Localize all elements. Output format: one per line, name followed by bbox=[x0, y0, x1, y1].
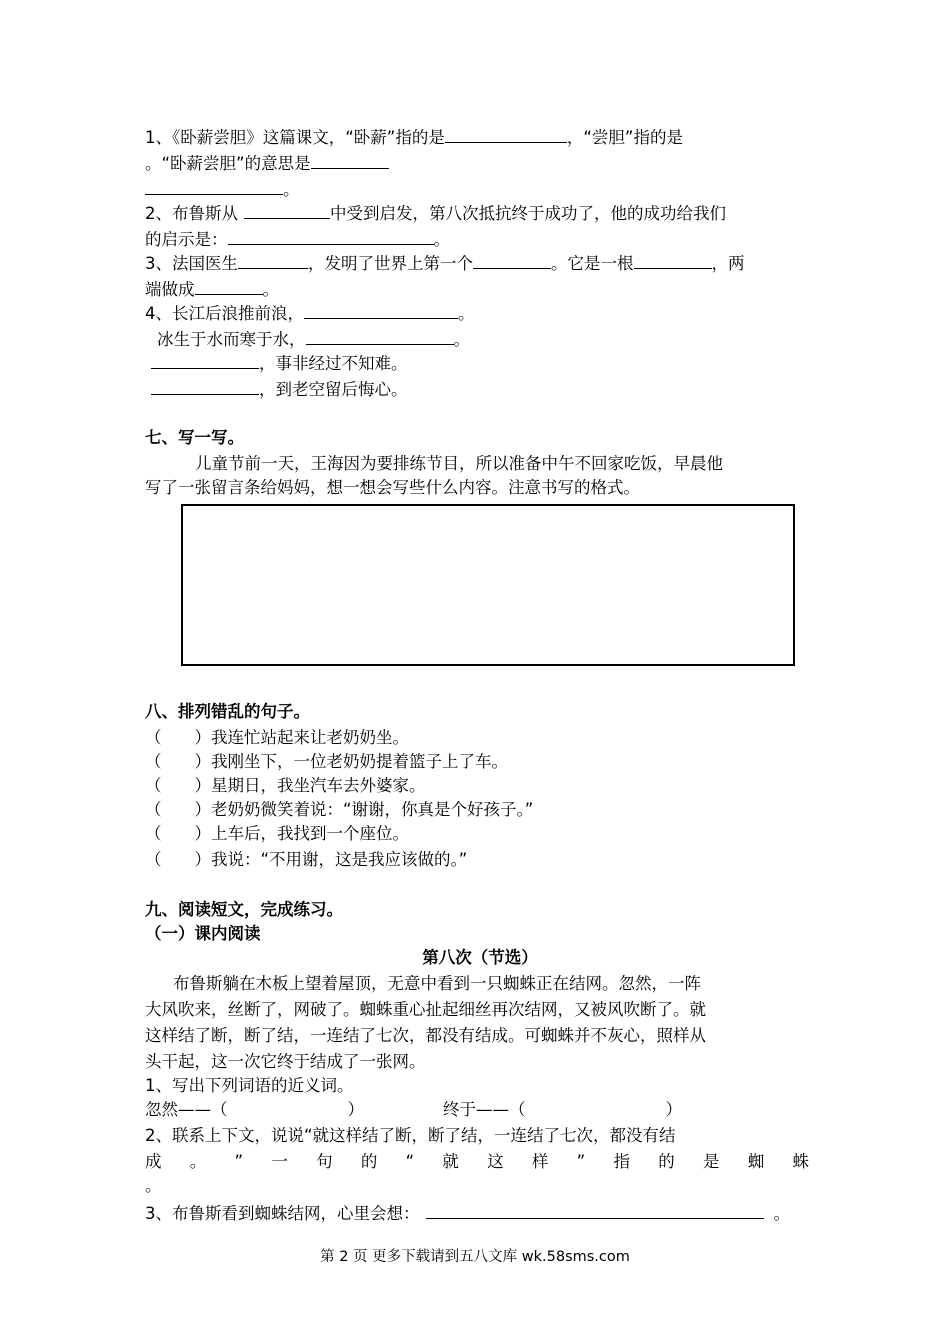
question-4-line-4 bbox=[151, 376, 408, 400]
char: 一 bbox=[271, 1152, 288, 1171]
char: 蜘 bbox=[747, 1152, 765, 1171]
question-4-line-3 bbox=[151, 350, 408, 374]
answer-blank[interactable] bbox=[151, 376, 259, 395]
reading-question-1: 1、写出下列词语的近义词。 bbox=[145, 1076, 354, 1095]
reading-question-2-line-3: 。 bbox=[145, 1176, 162, 1195]
answer-blank[interactable] bbox=[473, 250, 551, 269]
question-3-text: 3、法国医生 bbox=[145, 254, 238, 273]
section-7-paragraph-line-1: 儿童节前一天，王海因为要排练节目，所以准备中午不回家吃饭，早晨他 bbox=[195, 454, 723, 473]
ordering-item bbox=[145, 774, 426, 798]
synonym-word-2: 终于——（ bbox=[443, 1100, 526, 1119]
paren-close: ） bbox=[347, 1100, 364, 1119]
ordering-sentence: 老奶奶微笑着说：“谢谢，你真是个好孩子。” bbox=[211, 800, 534, 819]
answer-blank[interactable] bbox=[306, 326, 454, 345]
ordering-item bbox=[145, 848, 467, 872]
question-3-line-1 bbox=[145, 250, 745, 274]
char: 是 bbox=[702, 1152, 720, 1171]
ordering-sentence: 我连忙站起来让老奶奶坐。 bbox=[211, 728, 409, 747]
char: 的 bbox=[360, 1152, 378, 1171]
question-4-line-2 bbox=[157, 326, 470, 350]
question-2-text-c: 的启示是： bbox=[145, 230, 228, 249]
answer-blank[interactable] bbox=[426, 1200, 764, 1219]
question-3-line-2 bbox=[145, 276, 279, 300]
punctuation: 。 bbox=[283, 180, 300, 199]
synonym-line-2 bbox=[443, 1098, 682, 1122]
answer-blank[interactable] bbox=[304, 300, 458, 319]
order-number-blank[interactable]: （ ） bbox=[145, 824, 211, 843]
order-number-blank[interactable]: （ ） bbox=[145, 728, 211, 747]
answer-blank[interactable] bbox=[445, 124, 567, 143]
ordering-sentence: 上车后，我找到一个座位。 bbox=[211, 824, 409, 843]
ordering-item bbox=[145, 750, 508, 774]
passage-line-2: 大风吹来，丝断了，网破了。蜘蛛重心扯起细丝再次结网，又被风吹断了。就 bbox=[145, 1000, 706, 1019]
punctuation: 。 bbox=[433, 230, 450, 249]
char: 的 bbox=[658, 1152, 675, 1171]
question-1-line-3 bbox=[145, 176, 300, 200]
section-9-subheading: （一）课内阅读 bbox=[145, 924, 261, 943]
answer-blank[interactable] bbox=[195, 276, 263, 295]
char: 成 bbox=[145, 1152, 162, 1171]
section-7-heading: 七、写一写。 bbox=[145, 428, 244, 447]
answer-blank[interactable] bbox=[238, 250, 308, 269]
punctuation: 。 bbox=[453, 330, 470, 349]
answer-blank[interactable] bbox=[634, 250, 712, 269]
char: ” bbox=[234, 1152, 244, 1171]
passage-line-1: 布鲁斯躺在木板上望着屋顶，无意中看到一只蜘蛛正在结网。忽然，一阵 bbox=[173, 974, 701, 993]
passage-line-4: 头干起，这一次它终于结成了一张网。 bbox=[145, 1052, 426, 1071]
paren-close: ） bbox=[665, 1100, 682, 1119]
question-1-text-c: 。“卧薪尝胆”的意思是 bbox=[145, 154, 311, 173]
section-8-heading: 八、排列错乱的句子。 bbox=[145, 702, 310, 721]
question-4-text-c: ，事非经过不知难。 bbox=[259, 354, 408, 373]
question-1-text: 1、《卧薪尝胆》这篇课文，“卧薪”指的是 bbox=[145, 128, 445, 147]
char: 句 bbox=[316, 1152, 333, 1171]
char: 。 bbox=[189, 1152, 207, 1171]
ordering-item bbox=[145, 726, 409, 750]
section-9-heading: 九、阅读短文，完成练习。 bbox=[145, 900, 343, 919]
answer-blank[interactable] bbox=[151, 350, 259, 369]
order-number-blank[interactable]: （ ） bbox=[145, 850, 211, 869]
question-1-line-2 bbox=[145, 150, 389, 174]
page-footer: 第 2 页 更多下载请到五八文库 wk.58sms.com bbox=[320, 1249, 630, 1265]
reading-question-2-line-1: 2、联系上下文，说说“就这样结了断，断了结，一连结了七次，都没有结 bbox=[145, 1126, 676, 1145]
char: 指 bbox=[613, 1152, 630, 1171]
question-4-text: 4、长江后浪推前浪， bbox=[145, 304, 304, 323]
synonym-word-1: 忽然——（ bbox=[145, 1100, 228, 1119]
order-number-blank[interactable]: （ ） bbox=[145, 800, 211, 819]
punctuation: 。 bbox=[458, 304, 475, 323]
reading-question-2-line-2 bbox=[145, 1150, 809, 1174]
note-writing-box[interactable] bbox=[181, 504, 795, 666]
char: 这 bbox=[487, 1152, 504, 1171]
reading-question-3-text: 3、布鲁斯看到蜘蛛结网，心里会想： bbox=[145, 1204, 420, 1223]
question-4-text-b: 冰生于水而寒于水， bbox=[157, 330, 306, 349]
question-2-line-2 bbox=[145, 226, 450, 250]
ordering-item bbox=[145, 822, 409, 846]
question-2-line-1 bbox=[145, 200, 726, 224]
question-4-line-1 bbox=[145, 300, 475, 324]
char: “ bbox=[405, 1152, 415, 1171]
answer-blank[interactable] bbox=[244, 200, 330, 219]
char: 就 bbox=[442, 1152, 459, 1171]
question-1-line-1 bbox=[145, 124, 683, 148]
synonym-line bbox=[145, 1098, 364, 1122]
question-3-text-c: 。它是一根 bbox=[551, 254, 634, 273]
question-3-text-d: ，两 bbox=[711, 254, 745, 273]
answer-blank[interactable] bbox=[311, 150, 389, 169]
answer-blank[interactable] bbox=[145, 176, 283, 195]
order-number-blank[interactable]: （ ） bbox=[145, 752, 211, 771]
char: 样 bbox=[531, 1152, 549, 1171]
question-3-text-e: 端做成 bbox=[145, 280, 195, 299]
ordering-sentence: 我刚坐下，一位老奶奶提着篮子上了车。 bbox=[211, 752, 508, 771]
punctuation: 。 bbox=[773, 1204, 790, 1223]
section-7-paragraph-line-2: 写了一张留言条给妈妈，想一想会写些什么内容。注意书写的格式。 bbox=[145, 478, 640, 497]
question-3-text-b: ，发明了世界上第一个 bbox=[308, 254, 473, 273]
reading-question-3 bbox=[145, 1200, 790, 1224]
ordering-sentence: 我说：“不用谢，这是我应该做的。” bbox=[211, 850, 468, 869]
punctuation: 。 bbox=[262, 280, 279, 299]
ordering-sentence: 星期日，我坐汽车去外婆家。 bbox=[211, 776, 426, 795]
char: ” bbox=[576, 1152, 586, 1171]
ordering-item bbox=[145, 798, 533, 822]
question-1-text-b: ，“尝胆”指的是 bbox=[566, 128, 683, 147]
passage-line-3: 这样结了断，断了结，一连结了七次，都没有结成。可蜘蛛并不灰心，照样从 bbox=[145, 1026, 706, 1045]
question-4-text-d: ，到老空留后悔心。 bbox=[259, 380, 408, 399]
answer-blank[interactable] bbox=[228, 226, 434, 245]
passage-title: 第八次（节选） bbox=[422, 948, 538, 967]
char: 蛛 bbox=[792, 1152, 809, 1171]
question-2-text: 2、布鲁斯从 bbox=[145, 204, 238, 223]
question-2-text-b: 中受到启发，第八次抵抗终于成功了，他的成功给我们 bbox=[330, 204, 726, 223]
order-number-blank[interactable]: （ ） bbox=[145, 776, 211, 795]
